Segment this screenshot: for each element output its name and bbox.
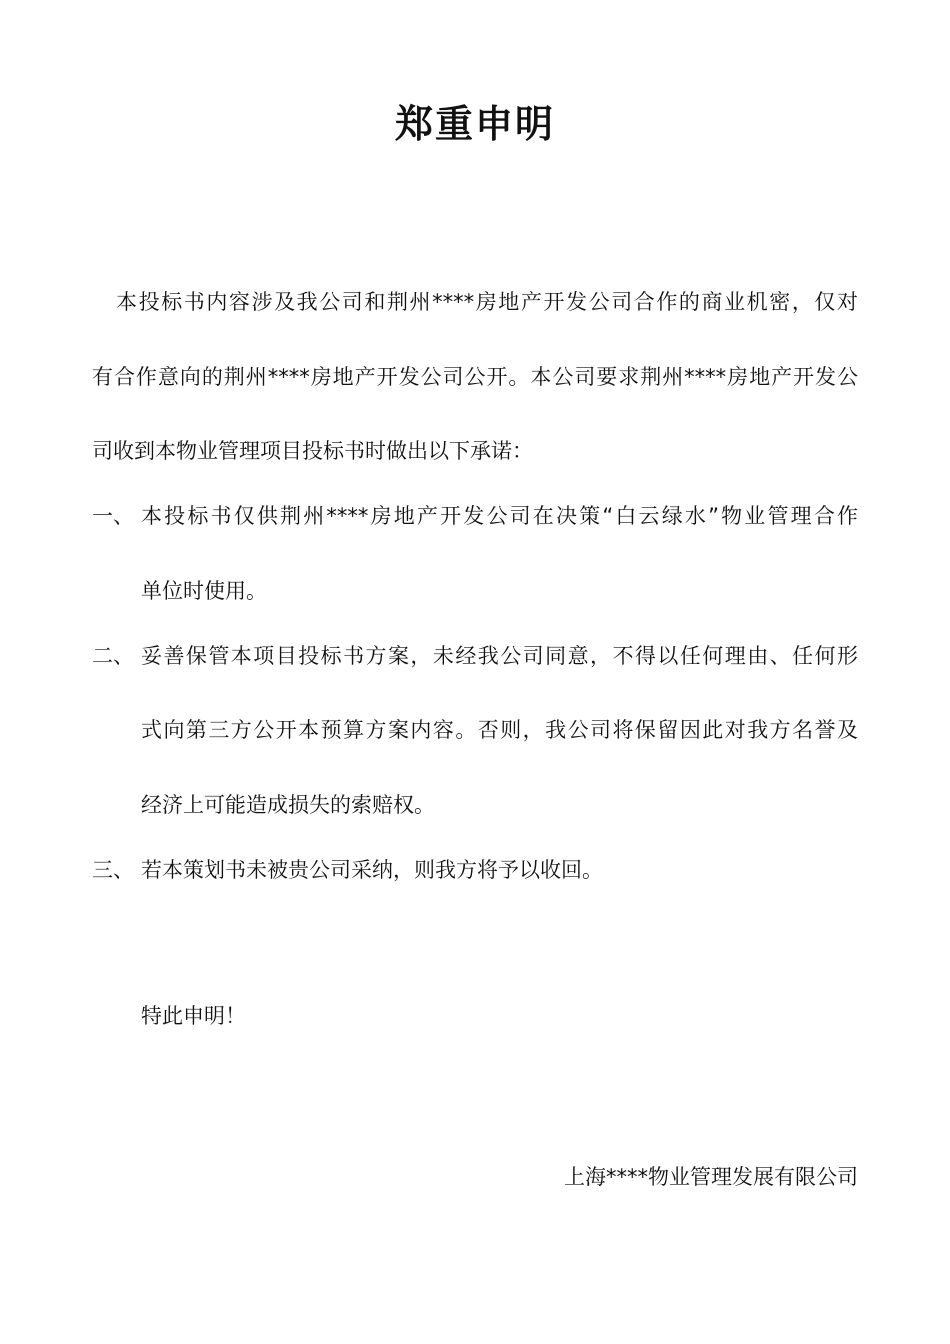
item-2-marker: 二、 bbox=[92, 644, 134, 668]
item-1-line-2: 单位时使用。 bbox=[141, 579, 267, 603]
item-1-marker: 一、 bbox=[92, 504, 134, 528]
item-1-line-1-text: 本投标书仅供荆州****房地产开发公司在决策“白云绿水”物业管理合作 bbox=[141, 504, 858, 528]
document-title: 郑重申明 bbox=[394, 102, 555, 146]
item-2-line-3: 经济上可能造成损失的索赔权。 bbox=[141, 793, 435, 817]
intro-line-3: 司收到本物业管理项目投标书时做出以下承诺： bbox=[92, 439, 533, 463]
item-2-line-1-text: 妥善保管本项目投标书方案，未经我公司同意，不得以任何理由、任何形 bbox=[141, 644, 858, 668]
item-2-line-2-text: 式向第三方公开本预算方案内容。否则，我公司将保留因此对我方名誉及 bbox=[141, 718, 858, 742]
intro-line-2-text: 有合作意向的荆州****房地产开发公司公开。本公司要求荆州****房地产开发公 bbox=[92, 365, 858, 389]
intro-line-2 bbox=[92, 362, 858, 392]
item-3-line-1: 若本策划书未被贵公司采纳，则我方将予以收回。 bbox=[141, 858, 603, 882]
item-1-line-1 bbox=[141, 501, 858, 531]
item-2-line-1 bbox=[141, 641, 858, 671]
item-2-line-2 bbox=[141, 715, 858, 745]
intro-line-1-text: 本投标书内容涉及我公司和荆州****房地产开发公司合作的商业机密，仅对 bbox=[116, 290, 858, 314]
intro-line-1 bbox=[116, 287, 858, 317]
company-signature: 上海****物业管理发展有限公司 bbox=[564, 1165, 858, 1189]
item-3-marker: 三、 bbox=[92, 858, 134, 882]
closing-statement: 特此申明！ bbox=[141, 1004, 246, 1028]
